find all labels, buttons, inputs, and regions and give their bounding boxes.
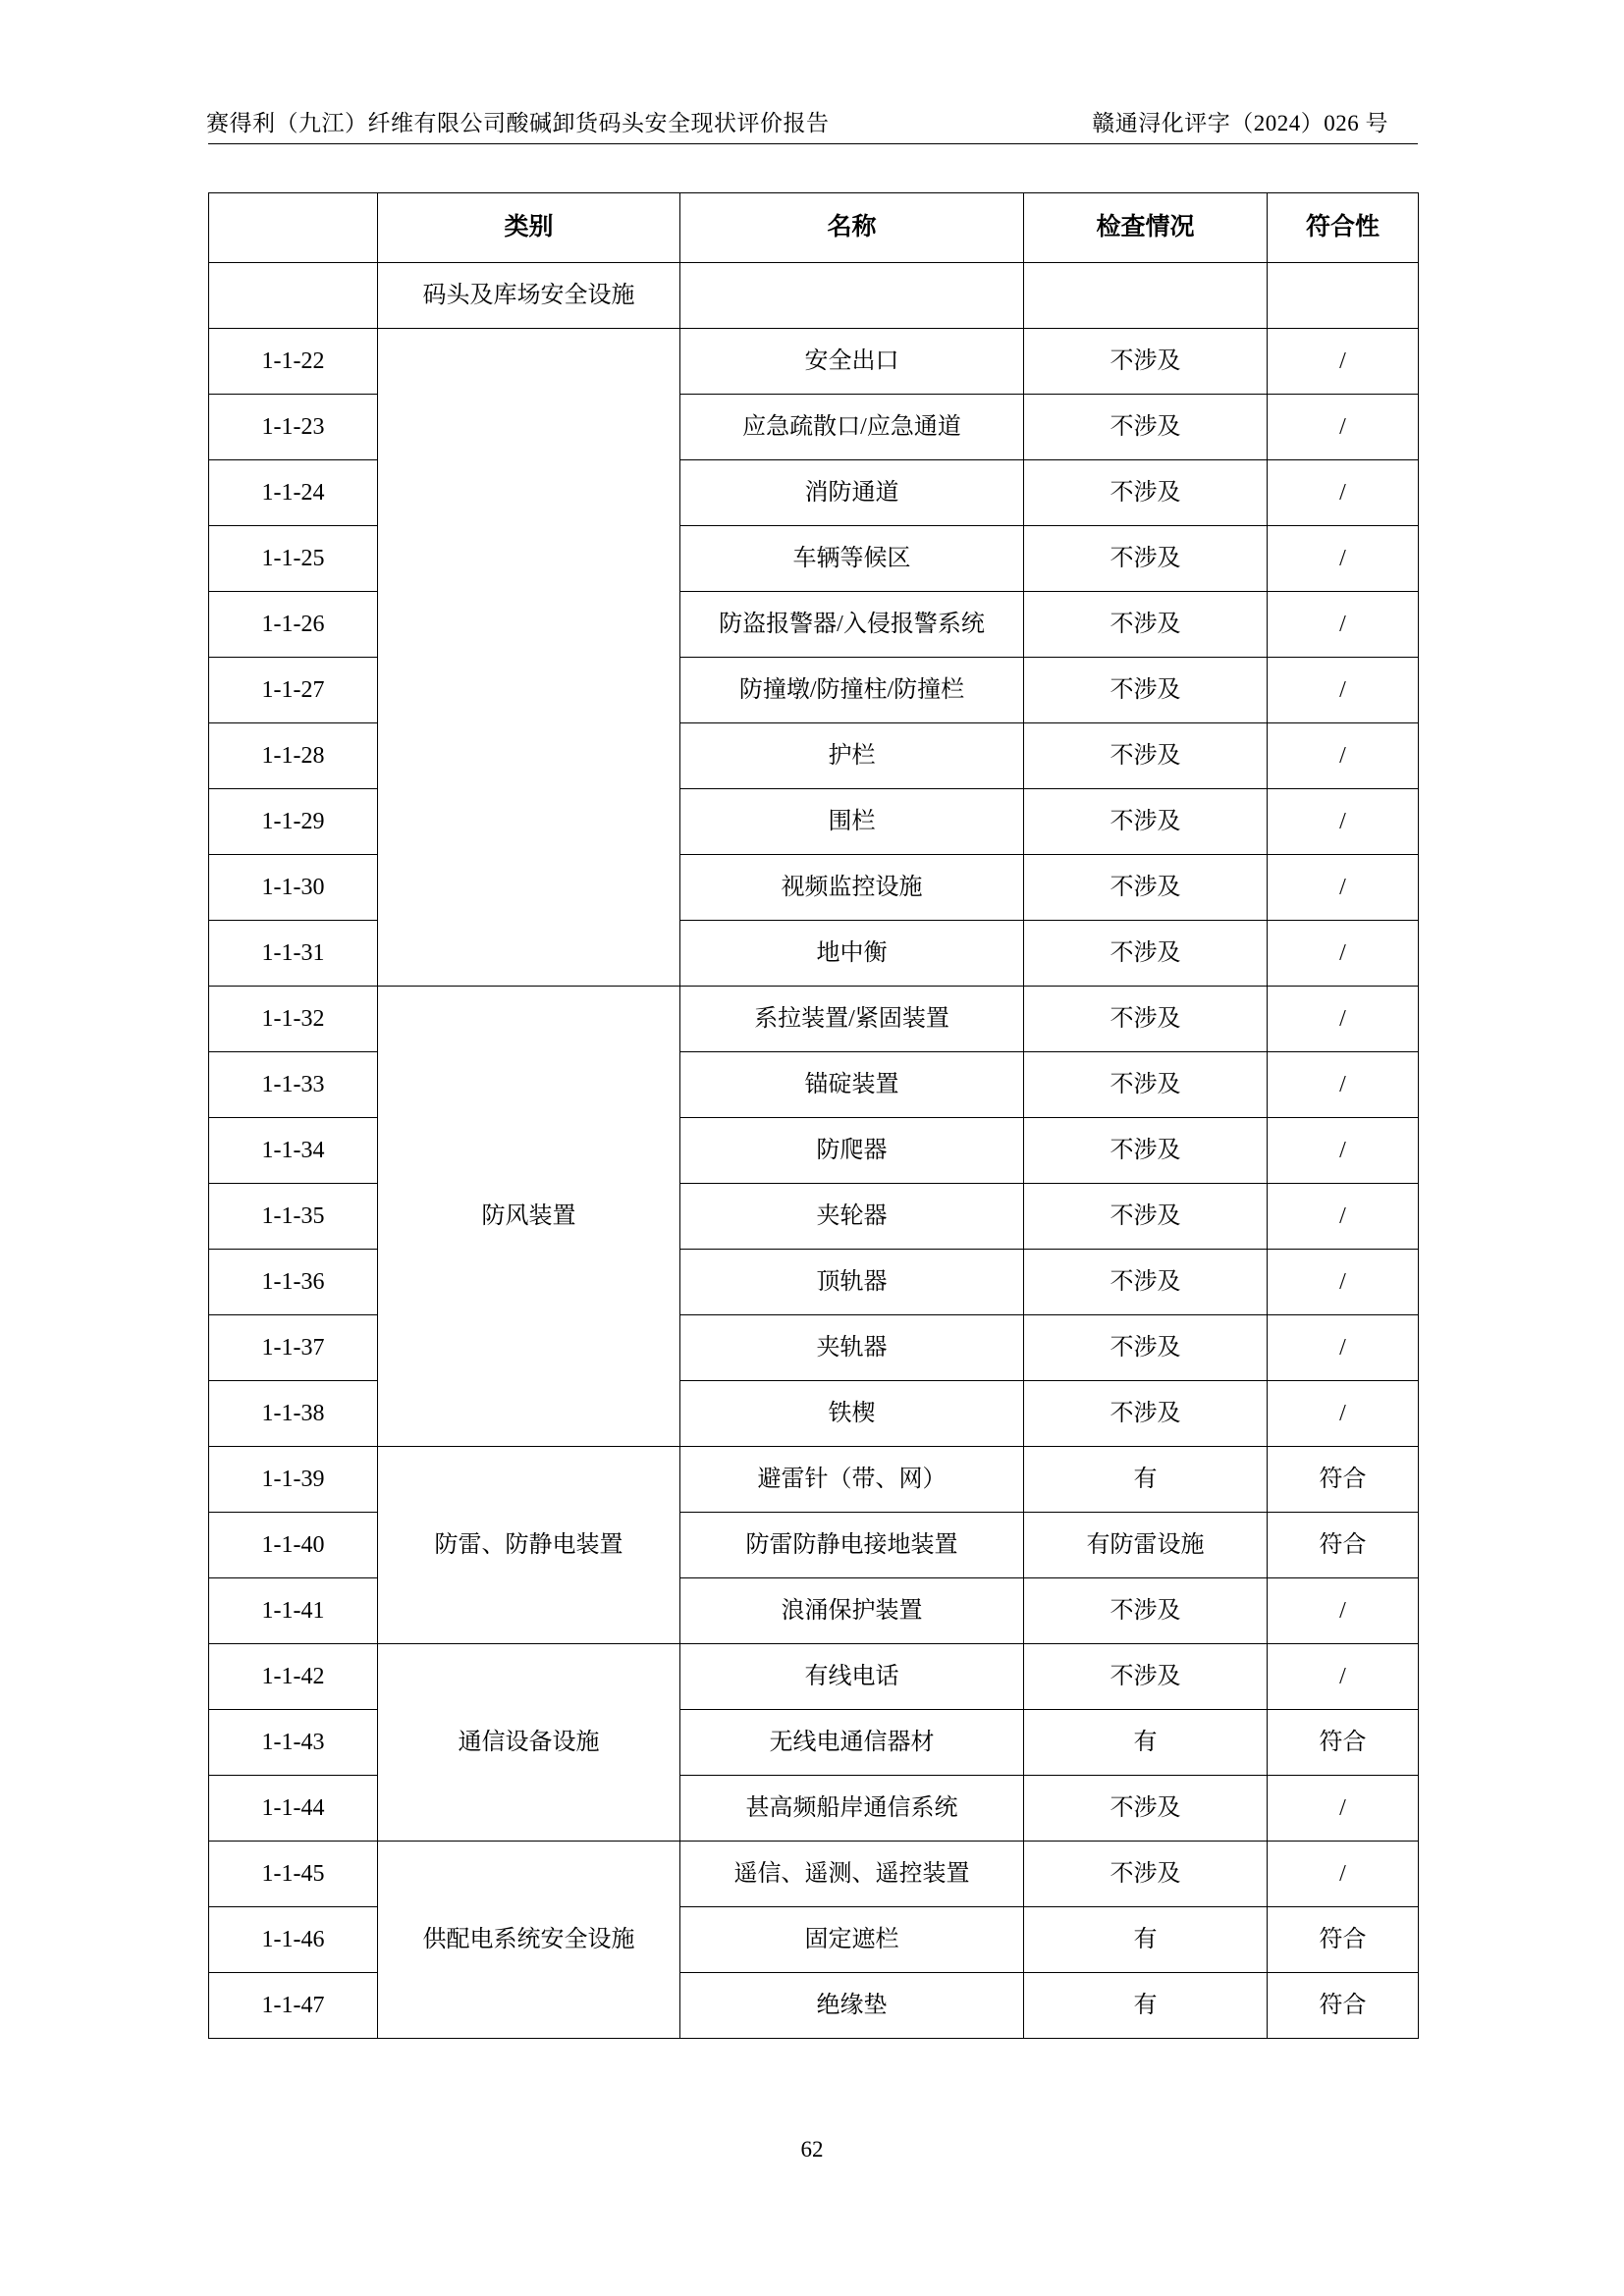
cell-check: 不涉及: [1024, 460, 1268, 526]
cell-compliance: /: [1268, 1842, 1419, 1907]
cell-check: 不涉及: [1024, 1052, 1268, 1118]
cell-code: 1-1-41: [209, 1578, 378, 1644]
section-check-cell: [1024, 263, 1268, 329]
cell-name: 防爬器: [680, 1118, 1024, 1184]
cell-check: 不涉及: [1024, 1842, 1268, 1907]
cell-name: 绝缘垫: [680, 1973, 1024, 2039]
header-divider: [208, 143, 1418, 144]
cell-code: 1-1-36: [209, 1250, 378, 1315]
header-cell-name: 名称: [680, 193, 1024, 263]
header-doc-number: 赣通浔化评字（2024）026 号: [1092, 111, 1388, 135]
cell-name: 夹轮器: [680, 1184, 1024, 1250]
cell-compliance: 符合: [1268, 1513, 1419, 1578]
cell-code: 1-1-40: [209, 1513, 378, 1578]
header-cell-category: 类别: [378, 193, 680, 263]
table-row: [209, 987, 1419, 1052]
cell-compliance: /: [1268, 1381, 1419, 1447]
cell-category: 防雷、防静电装置: [378, 1447, 680, 1644]
header-cell-code: [209, 193, 378, 263]
cell-name: 甚高频船岸通信系统: [680, 1776, 1024, 1842]
cell-code: 1-1-47: [209, 1973, 378, 2039]
cell-name: 防雷防静电接地装置: [680, 1513, 1024, 1578]
cell-compliance: /: [1268, 1578, 1419, 1644]
cell-code: 1-1-42: [209, 1644, 378, 1710]
cell-code: 1-1-44: [209, 1776, 378, 1842]
cell-compliance: /: [1268, 855, 1419, 921]
cell-code: 1-1-26: [209, 592, 378, 658]
cell-check: 不涉及: [1024, 592, 1268, 658]
table-section-row: [209, 263, 1419, 329]
cell-compliance: /: [1268, 592, 1419, 658]
cell-check: 有: [1024, 1973, 1268, 2039]
cell-name: 消防通道: [680, 460, 1024, 526]
cell-name: 视频监控设施: [680, 855, 1024, 921]
cell-name: 围栏: [680, 789, 1024, 855]
cell-code: 1-1-25: [209, 526, 378, 592]
header-cell-compliance: 符合性: [1268, 193, 1419, 263]
cell-compliance: /: [1268, 526, 1419, 592]
cell-check: 有: [1024, 1907, 1268, 1973]
section-code-cell: [209, 263, 378, 329]
cell-check: 不涉及: [1024, 855, 1268, 921]
cell-code: 1-1-29: [209, 789, 378, 855]
header-cell-check: 检查情况: [1024, 193, 1268, 263]
cell-compliance: /: [1268, 723, 1419, 789]
cell-code: 1-1-33: [209, 1052, 378, 1118]
page-footer: [0, 2137, 1624, 2163]
cell-compliance: 符合: [1268, 1710, 1419, 1776]
cell-compliance: /: [1268, 1776, 1419, 1842]
cell-check: 不涉及: [1024, 723, 1268, 789]
cell-code: 1-1-45: [209, 1842, 378, 1907]
cell-name: 无线电通信器材: [680, 1710, 1024, 1776]
cell-compliance: 符合: [1268, 1973, 1419, 2039]
cell-code: 1-1-22: [209, 329, 378, 395]
cell-compliance: 符合: [1268, 1447, 1419, 1513]
cell-code: 1-1-38: [209, 1381, 378, 1447]
cell-check: 不涉及: [1024, 329, 1268, 395]
table-body: [209, 263, 1419, 2039]
table-row: [209, 1842, 1419, 1907]
cell-compliance: /: [1268, 1644, 1419, 1710]
table-row: [209, 329, 1419, 395]
cell-check: 不涉及: [1024, 526, 1268, 592]
cell-check: 不涉及: [1024, 1578, 1268, 1644]
cell-compliance: /: [1268, 1184, 1419, 1250]
cell-check: 不涉及: [1024, 1381, 1268, 1447]
cell-name: 浪涌保护装置: [680, 1578, 1024, 1644]
cell-compliance: /: [1268, 789, 1419, 855]
cell-check: 不涉及: [1024, 1118, 1268, 1184]
cell-code: 1-1-31: [209, 921, 378, 987]
cell-name: 车辆等候区: [680, 526, 1024, 592]
cell-name: 系拉装置/紧固装置: [680, 987, 1024, 1052]
cell-compliance: /: [1268, 460, 1419, 526]
cell-check: 不涉及: [1024, 987, 1268, 1052]
cell-category: 防风装置: [378, 987, 680, 1447]
cell-code: 1-1-34: [209, 1118, 378, 1184]
cell-name: 顶轨器: [680, 1250, 1024, 1315]
cell-code: 1-1-39: [209, 1447, 378, 1513]
section-name-cell: [680, 263, 1024, 329]
section-title-cell: 码头及库场安全设施: [378, 263, 680, 329]
cell-compliance: /: [1268, 1250, 1419, 1315]
cell-compliance: /: [1268, 395, 1419, 460]
cell-category: [378, 329, 680, 987]
cell-compliance: /: [1268, 658, 1419, 723]
page-header: [206, 110, 1418, 137]
cell-compliance: /: [1268, 987, 1419, 1052]
cell-name: 安全出口: [680, 329, 1024, 395]
cell-name: 防盗报警器/入侵报警系统: [680, 592, 1024, 658]
cell-code: 1-1-46: [209, 1907, 378, 1973]
cell-category: 供配电系统安全设施: [378, 1842, 680, 2039]
cell-code: 1-1-23: [209, 395, 378, 460]
safety-facility-table: [208, 192, 1419, 2039]
cell-name: 固定遮栏: [680, 1907, 1024, 1973]
cell-code: 1-1-37: [209, 1315, 378, 1381]
cell-check: 不涉及: [1024, 1250, 1268, 1315]
cell-category: 通信设备设施: [378, 1644, 680, 1842]
cell-check: 不涉及: [1024, 921, 1268, 987]
cell-check: 不涉及: [1024, 395, 1268, 460]
cell-compliance: /: [1268, 329, 1419, 395]
cell-code: 1-1-24: [209, 460, 378, 526]
cell-name: 避雷针（带、网）: [680, 1447, 1024, 1513]
table-header-row: [209, 193, 1419, 263]
page-number: 62: [800, 2137, 824, 2162]
cell-code: 1-1-43: [209, 1710, 378, 1776]
section-compliance-cell: [1268, 263, 1419, 329]
cell-name: 遥信、遥测、遥控装置: [680, 1842, 1024, 1907]
cell-code: 1-1-28: [209, 723, 378, 789]
cell-check: 不涉及: [1024, 658, 1268, 723]
cell-check: 不涉及: [1024, 1315, 1268, 1381]
cell-check: 不涉及: [1024, 1644, 1268, 1710]
cell-name: 锚碇装置: [680, 1052, 1024, 1118]
cell-name: 铁楔: [680, 1381, 1024, 1447]
cell-check: 有: [1024, 1710, 1268, 1776]
cell-compliance: /: [1268, 1052, 1419, 1118]
cell-compliance: /: [1268, 921, 1419, 987]
cell-name: 防撞墩/防撞柱/防撞栏: [680, 658, 1024, 723]
cell-name: 地中衡: [680, 921, 1024, 987]
cell-compliance: /: [1268, 1315, 1419, 1381]
header-title-left: 赛得利（九江）纤维有限公司酸碱卸货码头安全现状评价报告: [206, 111, 830, 135]
cell-check: 不涉及: [1024, 1776, 1268, 1842]
cell-name: 应急疏散口/应急通道: [680, 395, 1024, 460]
cell-check: 有防雷设施: [1024, 1513, 1268, 1578]
cell-code: 1-1-30: [209, 855, 378, 921]
cell-compliance: 符合: [1268, 1907, 1419, 1973]
table-row: [209, 1447, 1419, 1513]
table-row: [209, 1644, 1419, 1710]
cell-code: 1-1-27: [209, 658, 378, 723]
cell-compliance: /: [1268, 1118, 1419, 1184]
cell-name: 夹轨器: [680, 1315, 1024, 1381]
cell-code: 1-1-32: [209, 987, 378, 1052]
cell-name: 护栏: [680, 723, 1024, 789]
cell-check: 有: [1024, 1447, 1268, 1513]
cell-check: 不涉及: [1024, 789, 1268, 855]
cell-code: 1-1-35: [209, 1184, 378, 1250]
cell-name: 有线电话: [680, 1644, 1024, 1710]
cell-check: 不涉及: [1024, 1184, 1268, 1250]
